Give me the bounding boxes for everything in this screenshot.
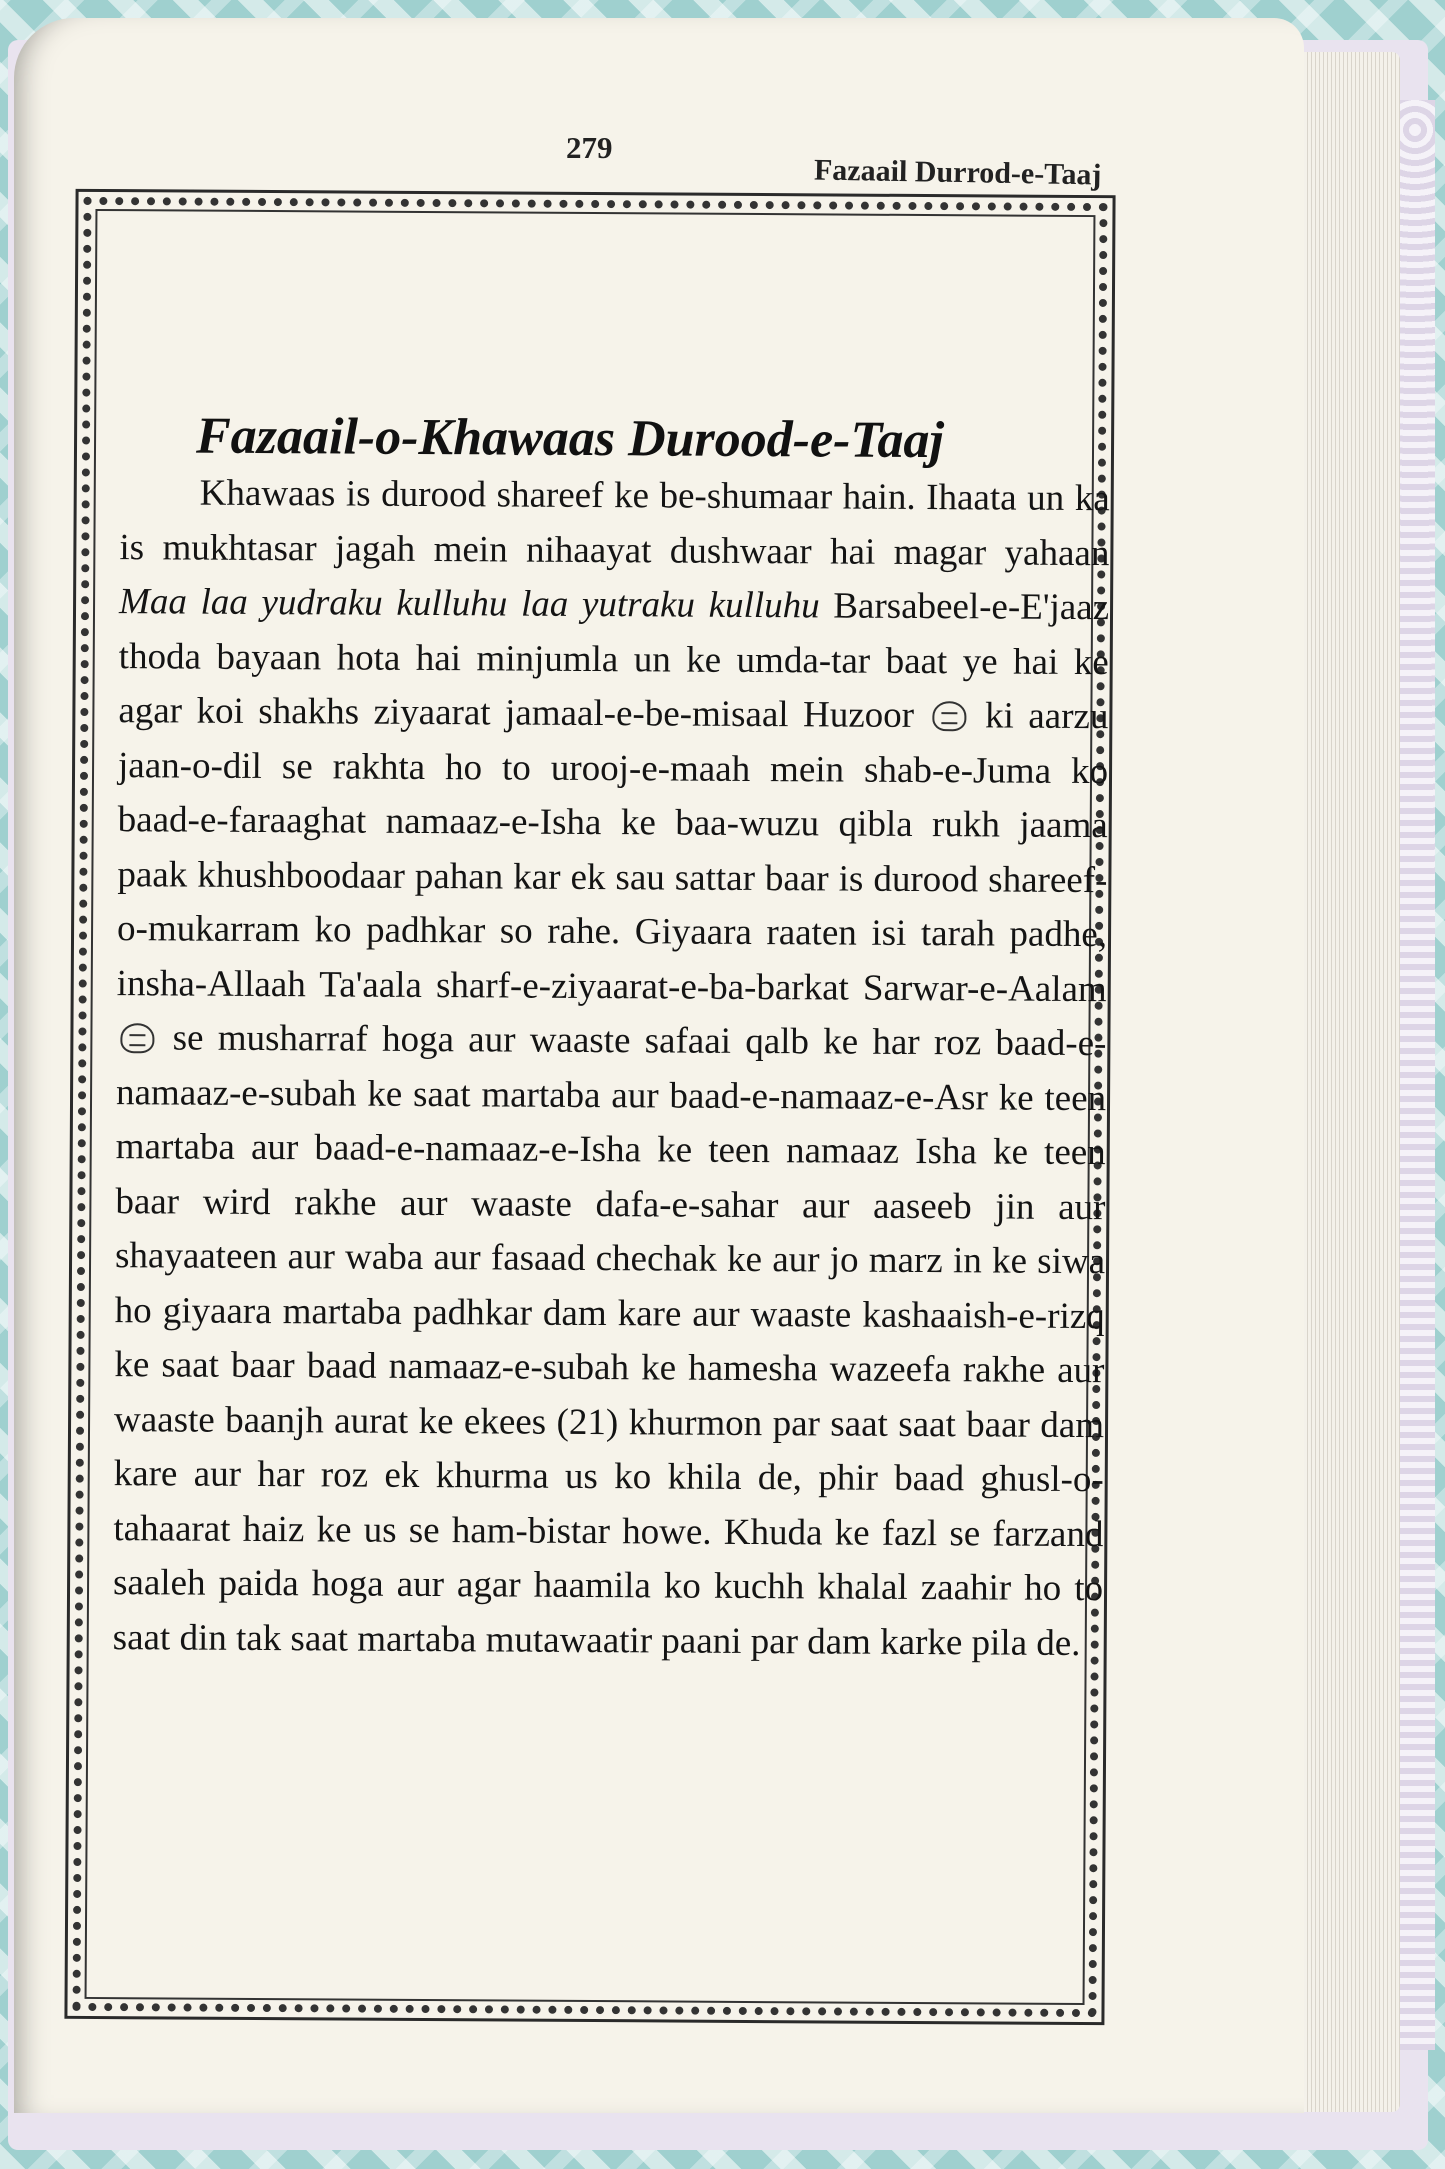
text-run-4: se musharraf hoga aur waaste safaai qalb ke har roz baad-e-namaaz-e-subah ke saat martaba aur baad-e-namaaz-e-Asr ke teen martaba aur baad-e-namaaz-e-Isha ke teen namaaz Isha ke teen baar wird rakhe aur waaste dafa-e-sahar aur aaseeb jin aur shayaateen aur waba aur fasaad chechak ke aur jo marz in ke siwa ho giyaara martaba padhkar dam kare aur waaste kashaaish-e-rizq ke saat baar baad namaaz-e-subah ke hamesha wazeefa rakhe aur waaste baanjh aurat ke ekees (21) khurmon par saat saat baar dam kare aur har roz ek khurma us ko khila de, phir baad ghusl-o-tahaarat haiz ke us se ham-bistar howe. Khuda ke fazl se farzand saaleh paida hoga aur agar haamila ko kuchh khalal zaahir ho to saat din tak saat martaba mutawaatir paani par dam karke pila de. [112, 1017, 1107, 1664]
text-run-3: ki aarzu jaan-o-dil se rakhta ho to urooj-e-maah mein shab-e-Juma ko baad-e-faraaghat namaaz-e-Isha ke baa-wuzu qibla rukh jaama paak khushboodaar pahan kar ek sau sattar baar is durood shareef-o-mukarram ko padhkar so rahe. Giyaara raaten isi tarah padhe, insha-Allaah Ta'aala sharf-e-ziyaarat-e-ba-barkat Sarwar-e-Aalam [116, 695, 1109, 1010]
salutation-symbol-icon [120, 1023, 154, 1053]
salutation-symbol-icon [932, 701, 966, 731]
ornamental-frame [64, 189, 1115, 2025]
page-number: 279 [566, 130, 613, 165]
section-title: Fazaail-o-Khawaas Durood-e-Taaj [195, 407, 945, 470]
book-page [14, 18, 1304, 2113]
running-head: Fazaail Durrod-e-Taaj [813, 153, 1102, 192]
frame-content [85, 209, 1110, 2005]
text-run-2: Barsabeel-e-E'jaaz thoda bayaan hota hai minjumla un ke umda-tar baat ye hai ke agar koi shakhs ziyaarat jamaal-e-be-misaal Huzoor [118, 585, 1110, 736]
italic-phrase: Maa laa yudraku kulluhu laa yutraku kulluhu [118, 581, 820, 627]
text-run-1: Khawaas is durood shareef ke be-shumaar hain. Ihaata un ka is mukhtasar jagah mein nihaayat dushwaar hai magar yahaan [119, 472, 1110, 574]
frame-dotted-border [72, 197, 1110, 2017]
cover-pattern [1395, 100, 1435, 2050]
body-paragraph [113, 466, 1110, 1671]
